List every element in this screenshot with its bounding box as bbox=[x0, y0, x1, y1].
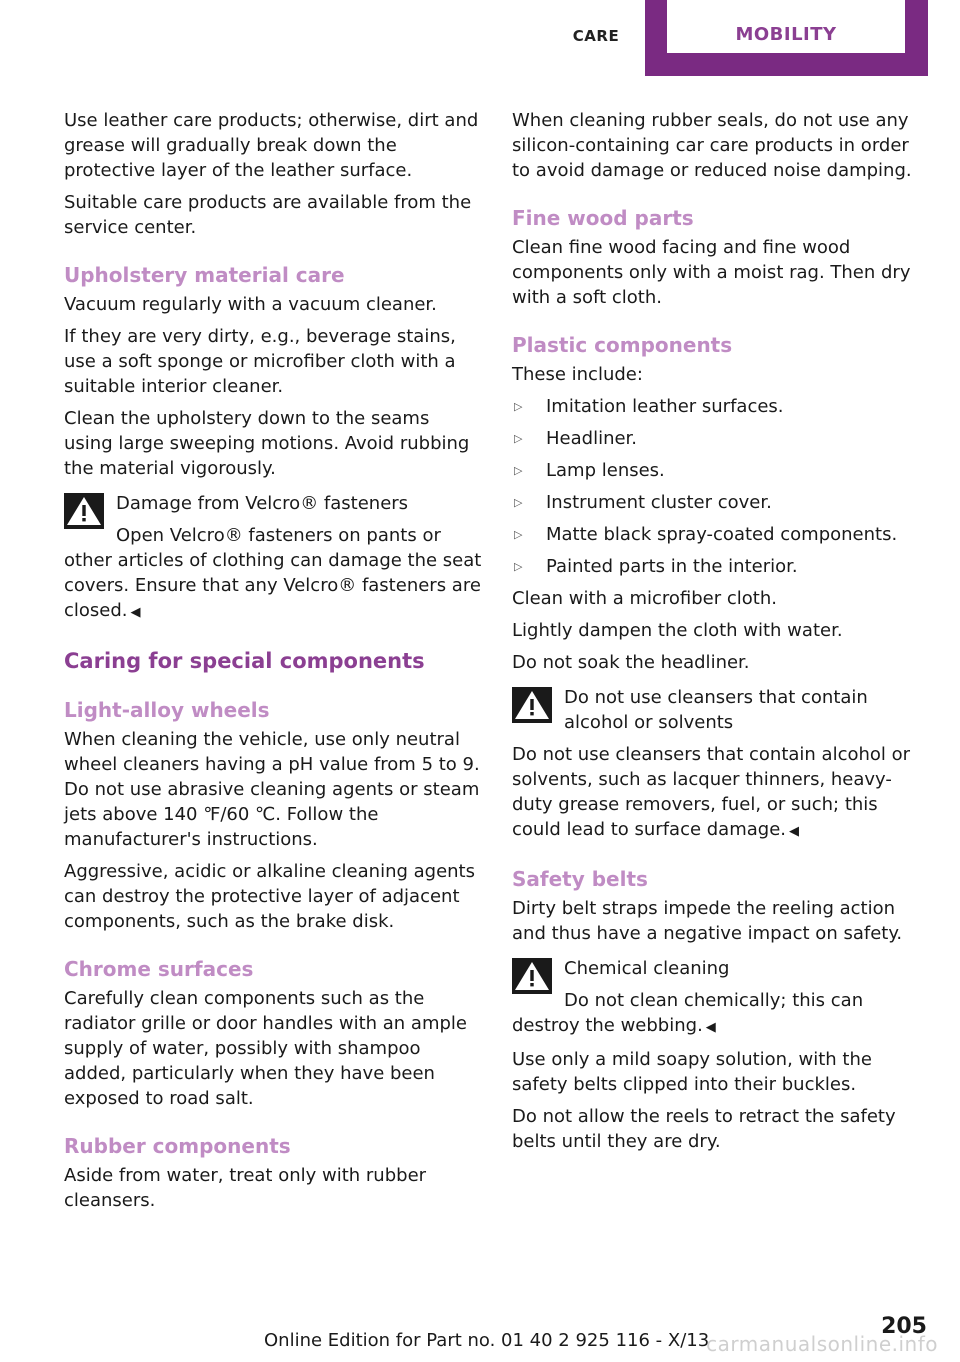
watermark: carmanualsonline.info bbox=[706, 1332, 938, 1356]
velcro-warning bbox=[64, 491, 482, 625]
plastic-list bbox=[512, 394, 930, 579]
end-mark-icon: ◀ bbox=[789, 824, 799, 839]
warning-triangle-icon bbox=[64, 493, 104, 529]
chemical-cleaning-warning bbox=[512, 956, 930, 1040]
left-column bbox=[64, 108, 482, 1220]
upholstery-heading: Upholstery material care bbox=[64, 263, 345, 287]
list-item: ▷ Headliner. bbox=[514, 428, 638, 449]
warning-title: Do not use cleansers that contain alcohol or solvents bbox=[564, 687, 868, 733]
warning-title: Damage from Velcro® fasteners bbox=[116, 493, 409, 514]
warning-body: Do not use cleansers that contain alcohol or solvents, such as lacquer thinners, heavy-duty grease removers, fuel, or such; this could lead to surface damage. ◀ bbox=[512, 744, 911, 840]
end-mark-icon: ◀ bbox=[130, 605, 141, 620]
chrome-paragraph: Carefully clean components such as the radiator grille or door handles with an ample supply of water, possibly with shampoo added, particularly when they have been exposed to road salt. bbox=[64, 988, 467, 1109]
upholstery-paragraph-3: Clean the upholstery down to the seams using large sweeping motions. Avoid rubbing the material vigorously. bbox=[64, 408, 470, 479]
bullet-triangle-icon: ▷ bbox=[514, 560, 523, 573]
wheels-paragraph-2: Aggressive, acidic or alkaline cleaning agents can destroy the protective layer of adjacent components, such as the brake disk. bbox=[64, 861, 475, 932]
bullet-triangle-icon: ▷ bbox=[514, 528, 523, 541]
list-item: ▷ Instrument cluster cover. bbox=[514, 492, 772, 513]
upholstery-paragraph-2: If they are very dirty, e.g., beverage stains, use a soft sponge or microfiber cloth with a suitable interior cleaner. bbox=[64, 326, 456, 397]
solvent-warning bbox=[512, 685, 930, 844]
list-item: ▷ Lamp lenses. bbox=[514, 460, 665, 481]
warning-triangle-icon bbox=[512, 958, 552, 994]
wheels-paragraph-1: When cleaning the vehicle, use only neutral wheel cleaners having a pH value from 5 to 9. Do not use abrasive cleaning agents or steam jets above 140 ℉/60 ℃. Follow the manufacturer's instructions. bbox=[64, 729, 480, 850]
upholstery-paragraph-1: Vacuum regularly with a vacuum cleaner. bbox=[64, 294, 437, 315]
list-item: ▷ Imitation leather surfaces. bbox=[514, 396, 784, 417]
tab-mobility[interactable] bbox=[645, 0, 928, 76]
warning-body: Open Velcro® fasteners on pants or other articles of clothing can damage the seat covers. Ensure that any Velcro® fasteners are closed. ◀ bbox=[64, 525, 482, 621]
rubber-seals-paragraph: When cleaning rubber seals, do not use any silicon-containing car care products in order to avoid damage or reduced noise damping. bbox=[512, 110, 912, 181]
warning-body: Do not clean chemically; this can destroy the webbing. ◀ bbox=[512, 990, 864, 1036]
plastic-paragraph-2: Lightly dampen the cloth with water. bbox=[512, 620, 843, 641]
plastic-components-heading: Plastic components bbox=[512, 333, 733, 357]
light-alloy-wheels-heading: Light-alloy wheels bbox=[64, 698, 270, 722]
bullet-triangle-icon: ▷ bbox=[514, 496, 523, 509]
bullet-triangle-icon: ▷ bbox=[514, 432, 523, 445]
plastic-intro: These include: bbox=[512, 364, 643, 385]
bullet-triangle-icon: ▷ bbox=[514, 400, 523, 413]
fine-wood-heading: Fine wood parts bbox=[512, 206, 694, 230]
rubber-paragraph: Aside from water, treat only with rubber cleansers. bbox=[64, 1165, 427, 1211]
belts-paragraph-2: Use only a mild soapy solution, with the safety belts clipped into their buckles. bbox=[512, 1049, 872, 1095]
footer-edition: Online Edition for Part no. 01 40 2 925 116 - X/13 bbox=[264, 1330, 710, 1351]
bullet-triangle-icon: ▷ bbox=[514, 464, 523, 477]
leather-care-paragraph: Use leather care products; otherwise, dirt and grease will gradually break down the protective layer of the leather surface. bbox=[64, 110, 479, 181]
chrome-surfaces-heading: Chrome surfaces bbox=[64, 957, 254, 981]
header-tabs bbox=[0, 0, 960, 80]
page-number: 205 bbox=[881, 1314, 927, 1339]
plastic-paragraph-1: Clean with a microfiber cloth. bbox=[512, 588, 777, 609]
care-products-paragraph: Suitable care products are available from the service center. bbox=[64, 192, 472, 238]
warning-title: Chemical cleaning bbox=[564, 958, 730, 979]
rubber-components-heading: Rubber components bbox=[64, 1134, 291, 1158]
tab-care[interactable]: CARE bbox=[572, 27, 620, 45]
right-column bbox=[512, 108, 930, 1161]
plastic-paragraph-3: Do not soak the headliner. bbox=[512, 652, 750, 673]
tab-mobility-label: MOBILITY bbox=[667, 0, 905, 53]
list-item: ▷ Painted parts in the interior. bbox=[514, 556, 798, 577]
safety-belts-heading: Safety belts bbox=[512, 867, 648, 891]
belts-paragraph-1: Dirty belt straps impede the reeling action and thus have a negative impact on safety. bbox=[512, 898, 903, 944]
belts-paragraph-3: Do not allow the reels to retract the safety belts until they are dry. bbox=[512, 1106, 896, 1152]
warning-triangle-icon bbox=[512, 687, 552, 723]
end-mark-icon: ◀ bbox=[705, 1020, 716, 1035]
list-item: ▷ Matte black spray-coated components. bbox=[514, 524, 898, 545]
wood-paragraph: Clean fine wood facing and fine wood components only with a moist rag. Then dry with a soft cloth. bbox=[512, 237, 911, 308]
special-components-heading: Caring for special components bbox=[64, 649, 425, 673]
